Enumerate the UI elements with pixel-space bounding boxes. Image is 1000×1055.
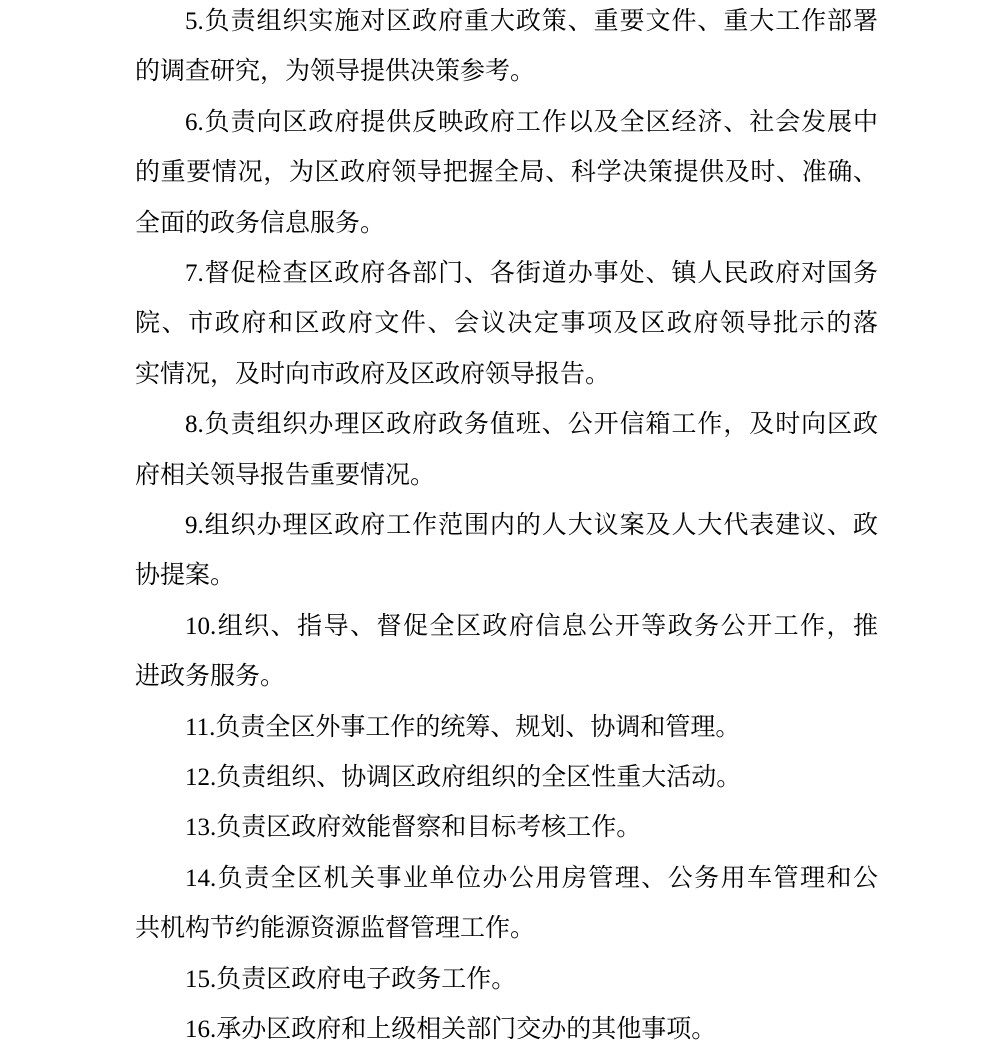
list-item-first-line: 10.组织、指导、督促全区政府信息公开等政务公开工作，推 <box>185 612 878 640</box>
list-item-first-line: 13.负责区政府效能督察和目标考核工作。 <box>185 814 642 842</box>
list-item-first-line: 6.负责向区政府提供反映政府工作以及全区经济、社会发展中 <box>185 108 878 136</box>
list-item-first-line: 7.督促检查区政府各部门、各街道办事处、镇人民政府对国务 <box>185 260 878 287</box>
list-item-first-line: 16.承办区政府和上级相关部门交办的其他事项。 <box>185 1016 717 1043</box>
list-item-line: 的重要情况，为区政府领导把握全局、科学决策提供及时、准确、 <box>135 159 878 187</box>
list-item-line: 进政务服务。 <box>135 663 286 691</box>
list-item-first-line: 14.负责全区机关事业单位办公用房管理、公务用车管理和公 <box>185 864 878 892</box>
list-item-first-line: 9.组织办理区政府工作范围内的人大议案及人大代表建议、政 <box>185 512 878 539</box>
list-item-line: 实情况，及时向市政府及区政府领导报告。 <box>135 360 611 388</box>
list-item-line: 府相关领导报告重要情况。 <box>135 461 436 489</box>
list-item-first-line: 15.负责区政府电子政务工作。 <box>185 965 517 993</box>
list-item-line: 协提案。 <box>135 562 236 590</box>
list-item-first-line: 12.负责组织、协调区政府组织的全区性重大活动。 <box>185 764 742 791</box>
list-item-first-line: 11.负责全区外事工作的统筹、规划、协调和管理。 <box>185 713 741 741</box>
list-item-line: 院、市政府和区政府文件、会议决定事项及区政府领导批示的落 <box>135 310 878 338</box>
list-item-first-line: 8.负责组织办理区政府政务值班、公开信箱工作，及时向区政 <box>185 411 878 439</box>
list-item-first-line: 5.负责组织实施对区政府重大政策、重要文件、重大工作部署 <box>185 8 878 35</box>
list-item-line: 共机构节约能源资源监督管理工作。 <box>135 915 536 943</box>
list-item-line: 的调查研究，为领导提供决策参考。 <box>135 58 536 86</box>
list-item-line: 全面的政务信息服务。 <box>135 209 386 237</box>
